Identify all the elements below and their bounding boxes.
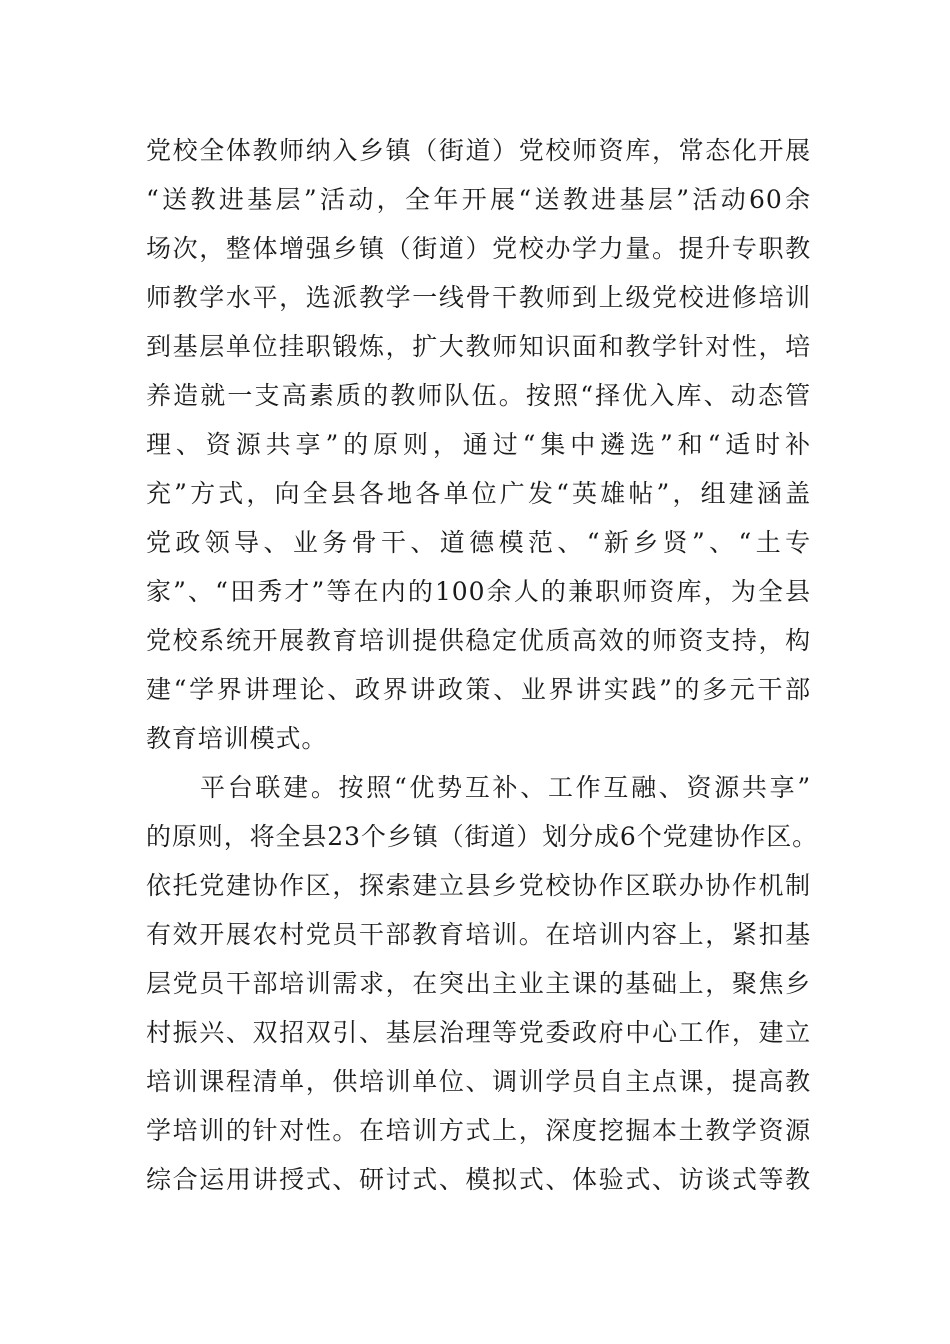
text-line: 教育培训模式。 (146, 724, 328, 753)
text-line: 有效开展农村党员干部教育培训。在培训内容上，紧扣基 (146, 920, 811, 949)
text-line: 的原则，将全县23个乡镇（街道）划分成6个党建协作区。 (146, 822, 819, 851)
text-line: 村振兴、双招双引、基层治理等党委政府中心工作，建立 (146, 1018, 811, 1047)
document-body (146, 126, 819, 1204)
text-line: 理、资源共享”的原则，通过“集中遴选”和“适时补 (146, 430, 811, 459)
text-line: 家”、“田秀才”等在内的100余人的兼职师资库，为全县 (146, 577, 811, 606)
text-line: 场次，整体增强乡镇（街道）党校办学力量。提升专职教 (146, 234, 811, 263)
text-line: 到基层单位挂职锻炼，扩大教师知识面和教学针对性，培 (146, 332, 811, 361)
text-line: 层党员干部培训需求，在突出主业主课的基础上，聚焦乡 (146, 969, 811, 998)
paragraph-start-line: 平台联建。按照“优势互补、工作互融、资源共享” (200, 773, 811, 802)
text-line: 党校系统开展教育培训提供稳定优质高效的师资支持，构 (146, 626, 811, 655)
text-line: 综合运用讲授式、研讨式、模拟式、体验式、访谈式等教 (146, 1165, 811, 1194)
text-line: 党校全体教师纳入乡镇（街道）党校师资库，常态化开展 (146, 136, 811, 165)
text-line: “送教进基层”活动，全年开展“送教进基层”活动60余 (146, 185, 811, 214)
text-line: 师教学水平，选派教学一线骨干教师到上级党校进修培训 (146, 283, 811, 312)
text-line: 培训课程清单，供培训单位、调训学员自主点课，提高教 (146, 1067, 811, 1096)
text-line: 建“学界讲理论、政界讲政策、业界讲实践”的多元干部 (146, 675, 811, 704)
text-line: 学培训的针对性。在培训方式上，深度挖掘本土教学资源 (146, 1116, 811, 1145)
text-line: 养造就一支高素质的教师队伍。按照“择优入库、动态管 (146, 381, 811, 410)
text-line: 依托党建协作区，探索建立县乡党校协作区联办协作机制 (146, 871, 811, 900)
text-line: 充”方式，向全县各地各单位广发“英雄帖”，组建涵盖 (146, 479, 811, 508)
text-line: 党政领导、业务骨干、道德模范、“新乡贤”、“土专 (146, 528, 811, 557)
